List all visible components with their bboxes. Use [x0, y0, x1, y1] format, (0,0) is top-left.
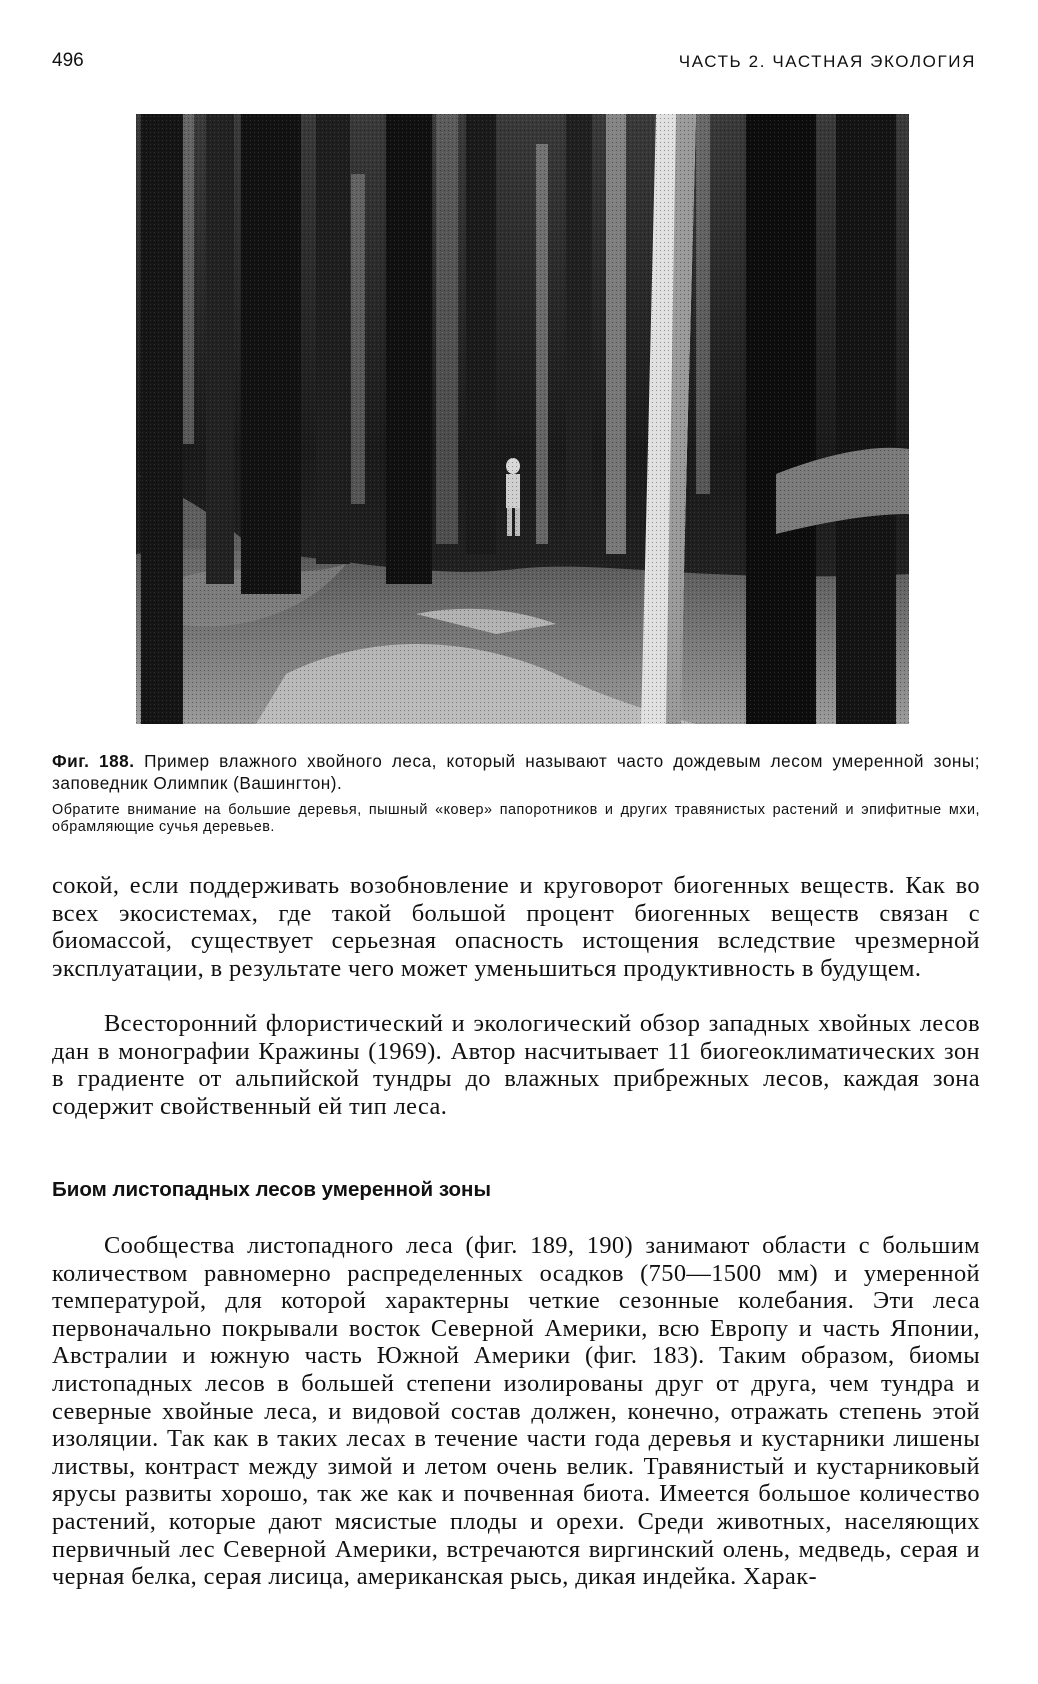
paragraph-1: сокой, если поддерживать возобновление и круговорот биогенных веществ. Как во всех экосистемах, где такой большой процент биогенных веществ связан с биомассой, существует серьезная опасность истощения вследствие чрезмерной эксплуатации, в результате чего может уменьшиться продуктивность в будущем. — [52, 872, 980, 982]
caption-note: Обратите внимание на большие деревья, пышный «ковер» папоротников и других травянистых растений и эпифитные мхи, обрамляющие сучья деревьев. — [52, 802, 980, 835]
caption-text: Пример влажного хвойного леса, который называют часто дождевым лесом умеренной зоны; заповедник Олимпик (Вашингтон). — [52, 751, 981, 793]
page-number: 496 — [52, 50, 84, 71]
caption-main — [52, 750, 980, 794]
figure-label: Фиг. 188. — [52, 751, 135, 771]
forest-photo — [136, 114, 909, 724]
section-heading: Биом листопадных лесов умеренной зоны — [52, 1178, 491, 1201]
figure-caption — [52, 750, 980, 836]
paragraph-2: Всесторонний флористический и экологический обзор западных хвойных лесов дан в монографии Кражины (1969). Автор насчитывает 11 биогеоклиматических зон в градиенте от альпийской тундры до влажных прибрежных лесов, каждая зона содержит свойственный ей тип леса. — [52, 1010, 980, 1120]
running-head: ЧАСТЬ 2. ЧАСТНАЯ ЭКОЛОГИЯ — [678, 52, 976, 71]
paragraph-3: Сообщества листопадного леса (фиг. 189, 190) занимают области с большим количеством равномерно распределенных осадков (750—1500 мм) и умеренной температурой, для которой характерны четкие сезонные колебания. Эти леса первоначально покрывали восток Северной Америки, всю Европу и часть Японии, Австралии и южную часть Южной Америки (фиг. 183). Таким образом, биомы листопадных лесов в большей степени изолированы друг от друга, чем тундра и северные хвойные леса, и видовой состав должен, конечно, отражать степень этой изоляции. Так как в таких лесах в течение части года деревья и кустарники лишены листвы, контраст между зимой и летом очень велик. Травянистый и кустарниковый ярусы развиты хорошо, так же как и почвенная биота. Имеется большое количество растений, которые дают мясистые плоды и орехи. Среди животных, населяющих первичный лес Северной Америки, встречаются виргинский олень, медведь, серая и черная белка, серая лисица, американская рысь, дикая индейка. Харак- — [52, 1232, 980, 1591]
forest-photo-image — [136, 114, 909, 724]
page-header — [52, 50, 976, 76]
